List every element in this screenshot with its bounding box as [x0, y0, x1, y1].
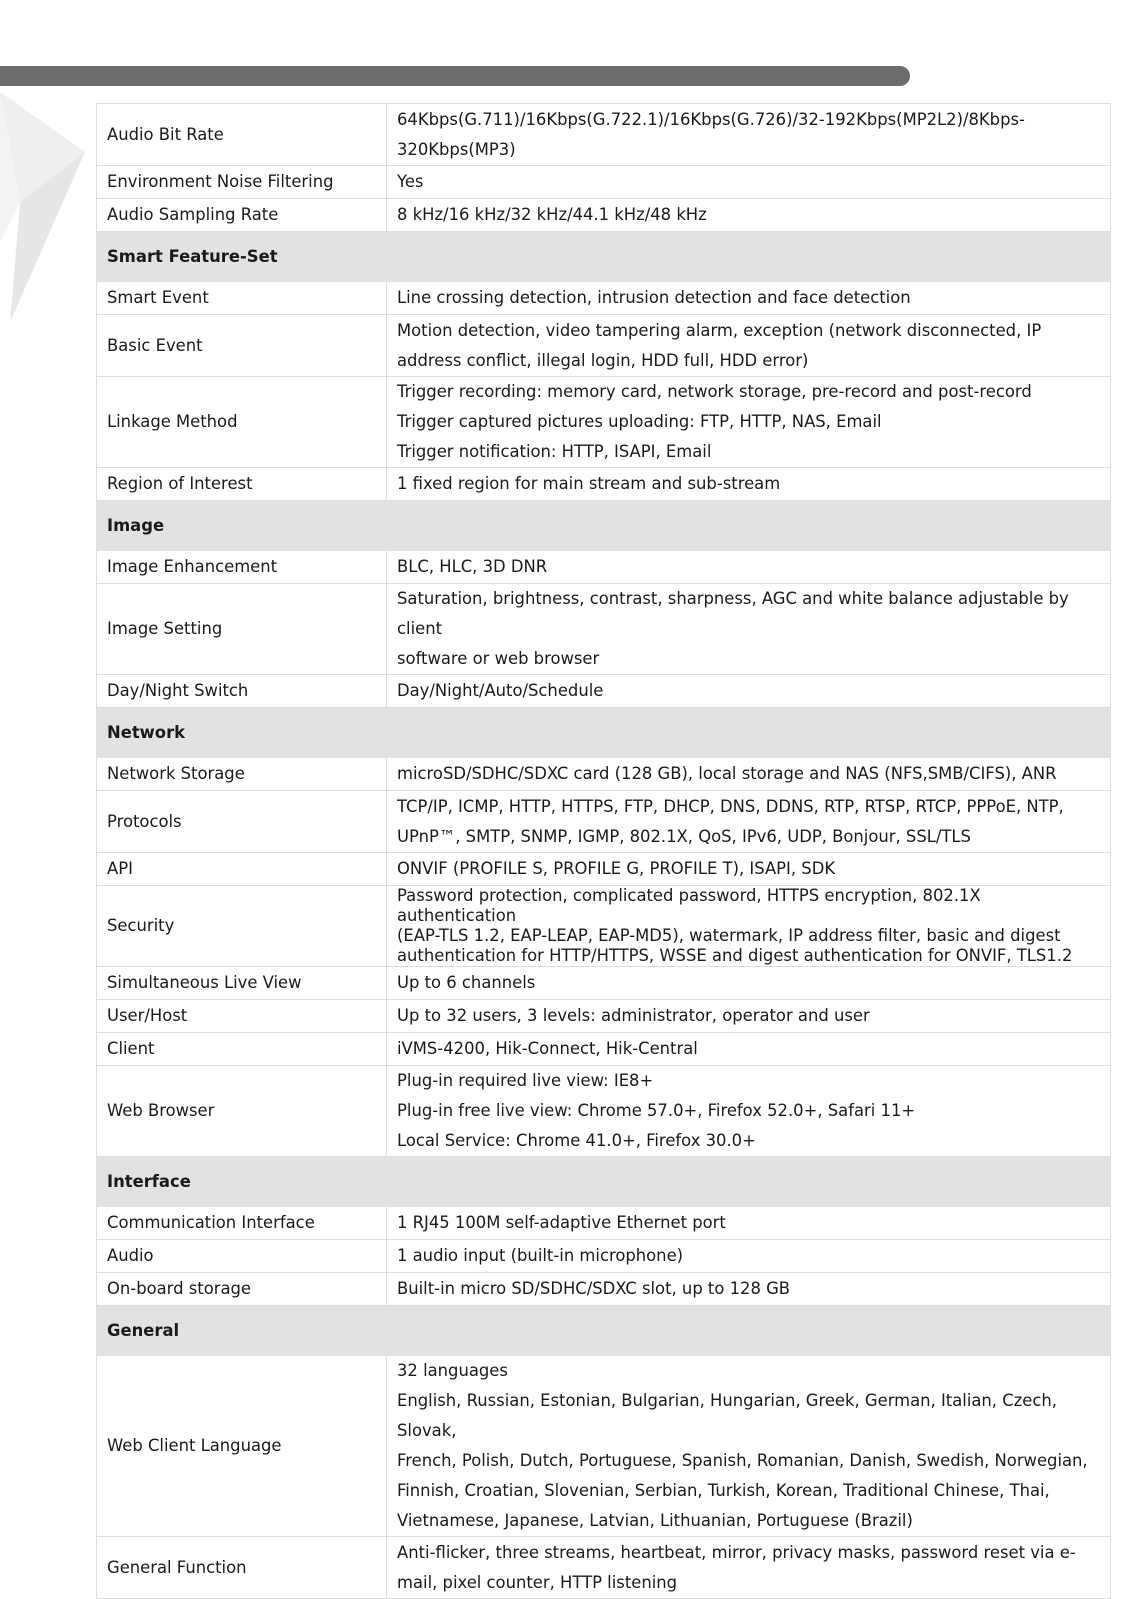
spec-value-line: Up to 32 users, 3 levels: administrator, operator and user: [397, 1006, 870, 1025]
spec-value-line: Built-in micro SD/SDHC/SDXC slot, up to 128 GB: [397, 1279, 791, 1298]
spec-label: Audio Bit Rate: [97, 104, 387, 166]
spec-value: [387, 967, 1111, 1000]
spec-row: [97, 853, 1111, 886]
spec-value-line: Vietnamese, Japanese, Latvian, Lithuanian, Portuguese (Brazil): [397, 1511, 913, 1530]
spec-value: [387, 199, 1111, 232]
spec-label: Audio Sampling Rate: [97, 199, 387, 232]
section-title: Network: [97, 708, 1111, 758]
spec-label: General Function: [97, 1537, 387, 1599]
spec-value: [387, 584, 1111, 675]
spec-value-line: Plug-in free live view: Chrome 57.0+, Firefox 52.0+, Safari 11+: [397, 1101, 916, 1120]
spec-value-line: Plug-in required live view: IE8+: [397, 1071, 654, 1090]
spec-value: [387, 377, 1111, 468]
spec-label: Client: [97, 1033, 387, 1066]
spec-row: [97, 166, 1111, 199]
spec-value: [387, 886, 1111, 967]
section-title: Interface: [97, 1157, 1111, 1207]
spec-label: Day/Night Switch: [97, 675, 387, 708]
spec-value-line: 1 RJ45 100M self-adaptive Ethernet port: [397, 1213, 726, 1232]
spec-label: Network Storage: [97, 758, 387, 791]
header-bar: [0, 66, 910, 86]
spec-value-line: Finnish, Croatian, Slovenian, Serbian, Turkish, Korean, Traditional Chinese, Thai,: [397, 1481, 1050, 1500]
spec-value: [387, 315, 1111, 377]
spec-value: [387, 468, 1111, 501]
spec-value-line: 64Kbps(G.711)/16Kbps(G.722.1)/16Kbps(G.726)/32-192Kbps(MP2L2)/8Kbps-: [397, 109, 1025, 129]
spec-value-line: Saturation, brightness, contrast, sharpness, AGC and white balance adjustable by client: [397, 589, 1069, 638]
spec-row: [97, 104, 1111, 166]
spec-value-line: UPnP™, SMTP, SNMP, IGMP, 802.1X, QoS, IPv6, UDP, Bonjour, SSL/TLS: [397, 826, 971, 846]
section-title: Smart Feature-Set: [97, 232, 1111, 282]
spec-value: [387, 1240, 1111, 1273]
spec-value-line: mail, pixel counter, HTTP listening: [397, 1572, 678, 1592]
spec-label: Smart Event: [97, 282, 387, 315]
spec-value-line: address conflict, illegal login, HDD full, HDD error): [397, 350, 809, 370]
section-header: [97, 232, 1111, 282]
spec-value-line: software or web browser: [397, 649, 600, 668]
spec-label: Protocols: [97, 791, 387, 853]
spec-value-line: Up to 6 channels: [397, 973, 536, 992]
spec-value: [387, 282, 1111, 315]
spec-label: API: [97, 853, 387, 886]
spec-value-line: Trigger recording: memory card, network storage, pre-record and post-record: [397, 382, 1032, 401]
spec-value-line: English, Russian, Estonian, Bulgarian, Hungarian, Greek, German, Italian, Czech, Slovak,: [397, 1391, 1057, 1440]
spec-value: [387, 1537, 1111, 1599]
spec-value-line: ONVIF (PROFILE S, PROFILE G, PROFILE T), ISAPI, SDK: [397, 859, 836, 878]
spec-value: [387, 1356, 1111, 1537]
decorative-logo-shape: [0, 92, 90, 332]
spec-row: [97, 1537, 1111, 1599]
spec-value-line: (EAP-TLS 1.2, EAP-LEAP, EAP-MD5), watermark, IP address filter, basic and digest: [397, 926, 1061, 945]
spec-label: Audio: [97, 1240, 387, 1273]
spec-value-line: BLC, HLC, 3D DNR: [397, 557, 548, 576]
spec-row: [97, 1273, 1111, 1306]
spec-label: On-board storage: [97, 1273, 387, 1306]
spec-value: [387, 166, 1111, 199]
spec-row: [97, 886, 1111, 967]
spec-label: Basic Event: [97, 315, 387, 377]
spec-label: Web Client Language: [97, 1356, 387, 1537]
section-header: [97, 708, 1111, 758]
spec-value-line: 1 fixed region for main stream and sub-stream: [397, 474, 781, 493]
spec-value-line: 8 kHz/16 kHz/32 kHz/44.1 kHz/48 kHz: [397, 205, 707, 224]
spec-row: [97, 315, 1111, 377]
spec-label: Web Browser: [97, 1066, 387, 1157]
spec-row: [97, 675, 1111, 708]
section-header: [97, 1306, 1111, 1356]
section-header: [97, 1157, 1111, 1207]
spec-label: Linkage Method: [97, 377, 387, 468]
spec-row: [97, 584, 1111, 675]
spec-value: [387, 104, 1111, 166]
spec-row: [97, 282, 1111, 315]
spec-label: Environment Noise Filtering: [97, 166, 387, 199]
spec-value-line: Line crossing detection, intrusion detection and face detection: [397, 288, 911, 307]
spec-value: [387, 1273, 1111, 1306]
spec-label: Simultaneous Live View: [97, 967, 387, 1000]
spec-label: Region of Interest: [97, 468, 387, 501]
spec-row: [97, 791, 1111, 853]
spec-row: [97, 967, 1111, 1000]
spec-value-line: Trigger notification: HTTP, ISAPI, Email: [397, 442, 712, 461]
spec-row: [97, 1240, 1111, 1273]
spec-value: [387, 1033, 1111, 1066]
spec-value-line: Trigger captured pictures uploading: FTP, HTTP, NAS, Email: [397, 412, 882, 431]
spec-value-line: Password protection, complicated password, HTTPS encryption, 802.1X authentication: [397, 886, 981, 925]
spec-value-line: French, Polish, Dutch, Portuguese, Spanish, Romanian, Danish, Swedish, Norwegian,: [397, 1451, 1088, 1470]
spec-value-line: Yes: [397, 172, 424, 191]
section-title: General: [97, 1306, 1111, 1356]
spec-value-line: authentication for HTTP/HTTPS, WSSE and digest authentication for ONVIF, TLS1.2: [397, 946, 1073, 965]
spec-value: [387, 758, 1111, 791]
spec-value-line: TCP/IP, ICMP, HTTP, HTTPS, FTP, DHCP, DNS, DDNS, RTP, RTSP, RTCP, PPPoE, NTP,: [397, 796, 1064, 816]
spec-value: [387, 791, 1111, 853]
spec-row: [97, 377, 1111, 468]
spec-value-line: Day/Night/Auto/Schedule: [397, 681, 604, 700]
spec-label: User/Host: [97, 1000, 387, 1033]
spec-row: [97, 1033, 1111, 1066]
spec-table: [96, 103, 1111, 1599]
spec-value: [387, 551, 1111, 584]
spec-value-line: Motion detection, video tampering alarm, exception (network disconnected, IP: [397, 320, 1042, 340]
spec-value-line: Local Service: Chrome 41.0+, Firefox 30.0+: [397, 1131, 756, 1150]
spec-row: [97, 1066, 1111, 1157]
spec-value-line: iVMS-4200, Hik-Connect, Hik-Central: [397, 1039, 698, 1058]
spec-row: [97, 1207, 1111, 1240]
spec-value-line: microSD/SDHC/SDXC card (128 GB), local storage and NAS (NFS,SMB/CIFS), ANR: [397, 764, 1057, 783]
spec-row: [97, 551, 1111, 584]
spec-value: [387, 675, 1111, 708]
spec-value: [387, 1000, 1111, 1033]
spec-row: [97, 1356, 1111, 1537]
section-title: Image: [97, 501, 1111, 551]
spec-value-line: 32 languages: [397, 1361, 508, 1380]
spec-row: [97, 468, 1111, 501]
spec-label: Communication Interface: [97, 1207, 387, 1240]
spec-value-line: Anti-flicker, three streams, heartbeat, mirror, privacy masks, password reset via e-: [397, 1542, 1076, 1562]
spec-value-line: 320Kbps(MP3): [397, 139, 516, 159]
spec-label: Image Enhancement: [97, 551, 387, 584]
spec-row: [97, 758, 1111, 791]
spec-row: [97, 1000, 1111, 1033]
spec-row: [97, 199, 1111, 232]
spec-value: [387, 853, 1111, 886]
spec-value-line: 1 audio input (built-in microphone): [397, 1246, 684, 1265]
spec-value: [387, 1066, 1111, 1157]
spec-label: Security: [97, 886, 387, 967]
section-header: [97, 501, 1111, 551]
spec-label: Image Setting: [97, 584, 387, 675]
spec-value: [387, 1207, 1111, 1240]
